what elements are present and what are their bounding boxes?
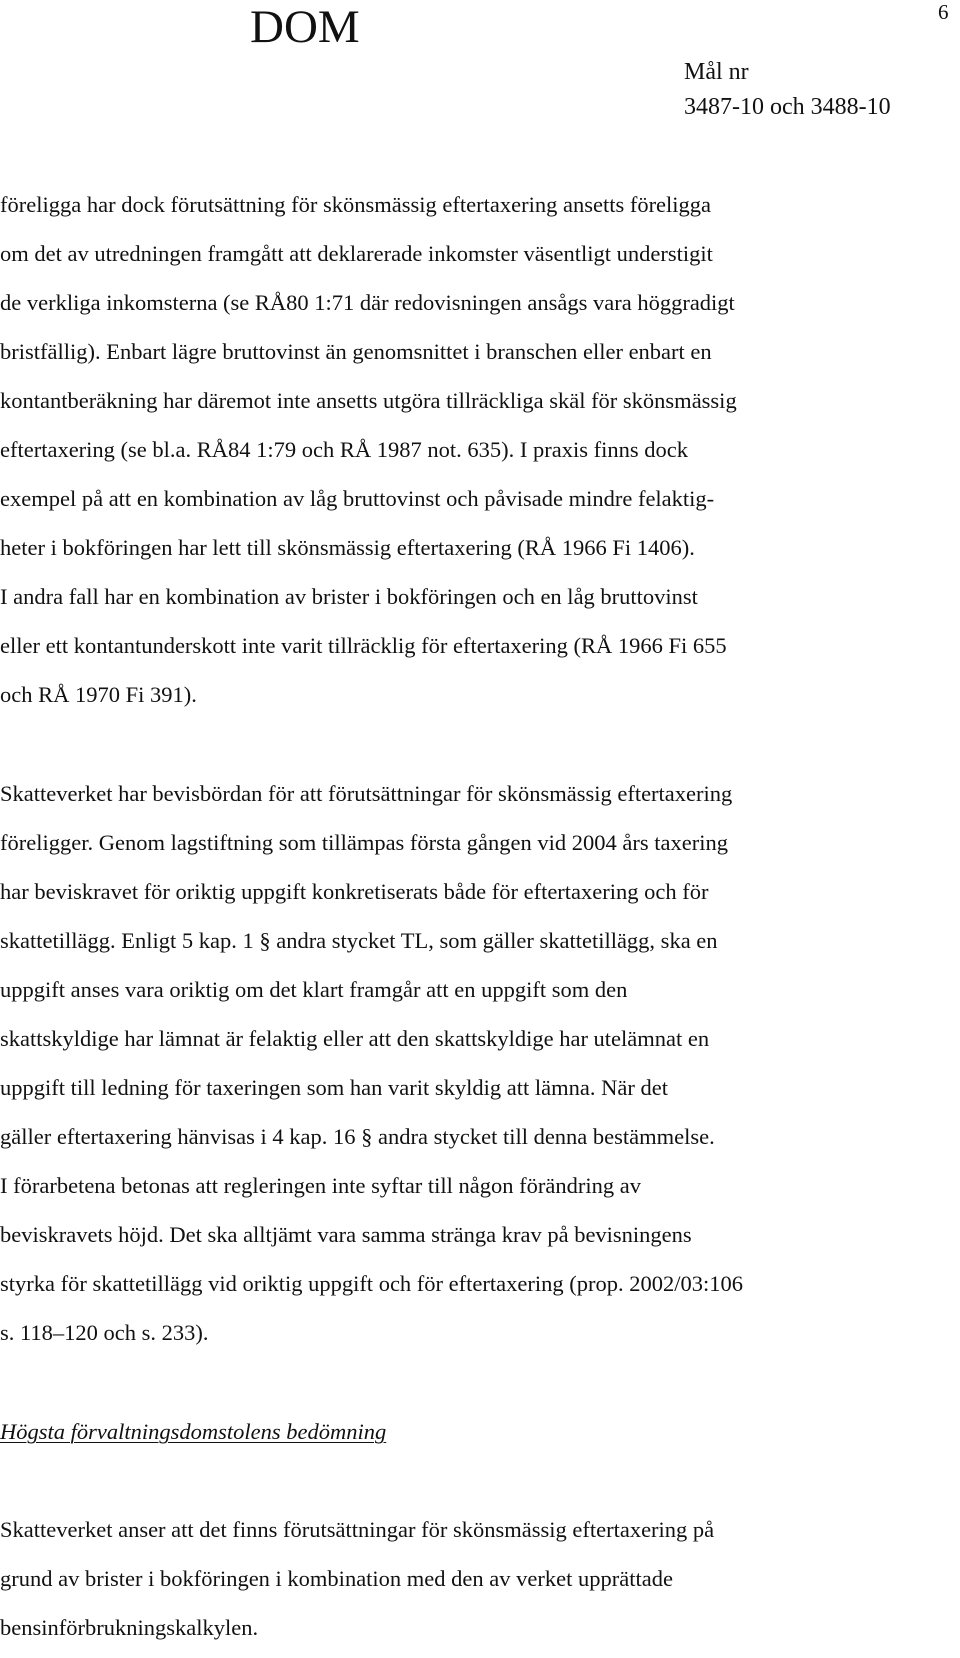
text-line: I förarbetena betonas att regleringen inte syftar till någon förändring av [0, 1173, 641, 1198]
text-line: bensinförbrukningskalkylen. [0, 1615, 259, 1640]
text-line: Skatteverket har bevisbördan för att förutsättningar för skönsmässig eftertaxering [0, 781, 733, 806]
text-line: uppgift till ledning för taxeringen som han varit skyldig att lämna. När det [0, 1075, 668, 1100]
document-title: DOM [250, 1, 360, 53]
text-line: föreligga har dock förutsättning för skönsmässig eftertaxering ansetts föreligga [0, 192, 712, 217]
text-line: skattskyldige har lämnat är felaktig eller att den skattskyldige har utelämnat en [0, 1026, 710, 1051]
text-line: Skatteverket anser att det finns förutsättningar för skönsmässig eftertaxering på [0, 1517, 715, 1542]
text-line: om det av utredningen framgått att deklarerade inkomster väsentligt understigit [0, 241, 713, 266]
text-line: I andra fall har en kombination av brister i bokföringen och en låg bruttovinst [0, 584, 698, 609]
text-line: exempel på att en kombination av låg bruttovinst och påvisade mindre felaktig- [0, 486, 715, 511]
text-line: beviskravets höjd. Det ska alltjämt vara samma stränga krav på bevisningens [0, 1222, 692, 1247]
text-line: uppgift anses vara oriktig om det klart framgår att en uppgift som den [0, 977, 628, 1002]
text-line: eftertaxering (se bl.a. RÅ84 1:79 och RÅ 1987 not. 635). I praxis finns dock [0, 437, 688, 462]
text-line: bristfällig). Enbart lägre bruttovinst än genomsnittet i branschen eller enbart en [0, 339, 712, 364]
text-line: gäller eftertaxering hänvisas i 4 kap. 16 § andra stycket till denna bestämmelse. [0, 1124, 715, 1149]
text-line: grund av brister i bokföringen i kombination med den av verket upprättade [0, 1566, 673, 1591]
text-line: de verkliga inkomsterna (se RÅ80 1:71 där redovisningen ansågs vara höggradigt [0, 290, 735, 315]
text-line: eller ett kontantunderskott inte varit tillräcklig för eftertaxering (RÅ 1966 Fi 655 [0, 633, 727, 658]
section-heading: Högsta förvaltningsdomstolens bedömning [0, 1419, 387, 1444]
text-line: heter i bokföringen har lett till skönsmässig eftertaxering (RÅ 1966 Fi 1406). [0, 535, 695, 560]
text-line: föreligger. Genom lagstiftning som tillämpas första gången vid 2004 års taxering [0, 830, 728, 855]
text-line: kontantberäkning har däremot inte ansetts utgöra tillräckliga skäl för skönsmässig [0, 388, 737, 413]
text-line: har beviskravet för oriktig uppgift konkretiserats både för eftertaxering och för [0, 879, 709, 904]
text-line: skattetillägg. Enligt 5 kap. 1 § andra stycket TL, som gäller skattetillägg, ska en [0, 928, 718, 953]
page-number: 6 [938, 0, 949, 24]
case-number-label: Mål nr [684, 59, 749, 85]
text-line: s. 118–120 och s. 233). [0, 1320, 209, 1345]
case-numbers: 3487-10 och 3488-10 [684, 94, 891, 120]
text-line: styrka för skattetillägg vid oriktig uppgift och för eftertaxering (prop. 2002/03:106 [0, 1271, 743, 1296]
text-line: och RÅ 1970 Fi 391). [0, 682, 197, 707]
